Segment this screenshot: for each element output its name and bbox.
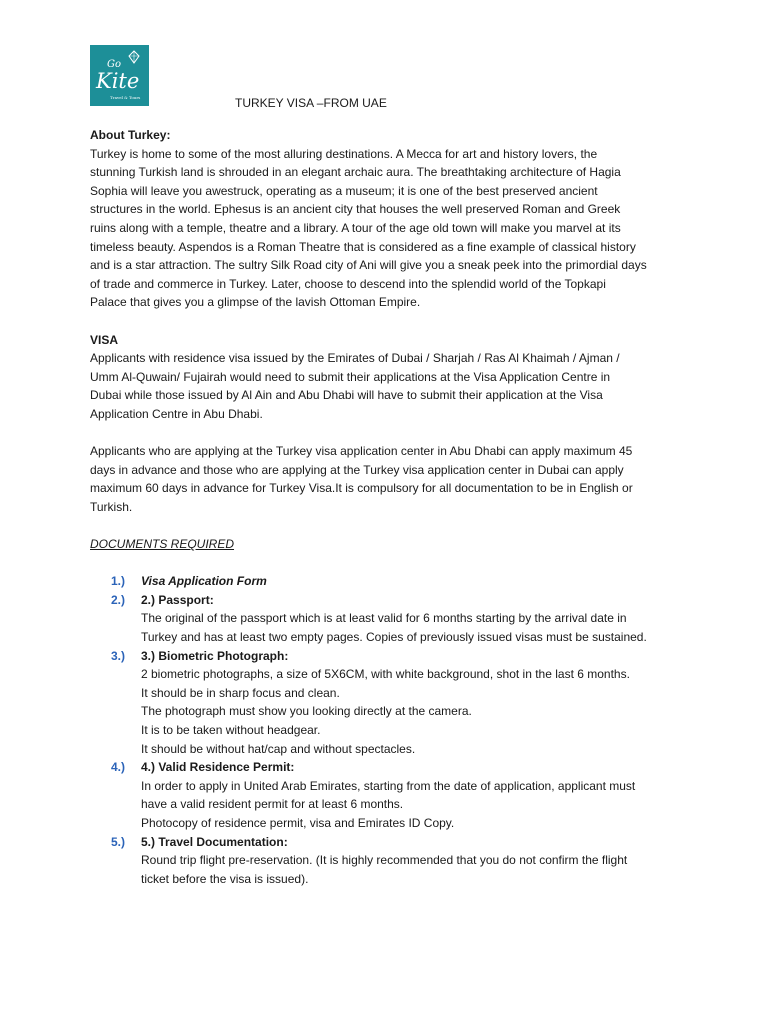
about-line: Turkey is home to some of the most alluring destinations. A Mecca for art and history lovers, the	[90, 146, 598, 161]
visa-line: maximum 60 days in advance for Turkey Visa.It is compulsory for all documentation to be in English or	[90, 481, 633, 496]
about-line: ruins along with a temple, theatre and a library. A tour of the age old town will make you marvel at its	[90, 220, 621, 235]
list-number: 2.)	[111, 592, 126, 607]
list-item-line: 2 biometric photographs, a size of 5X6CM, with white background, shot in the last 6 months.	[141, 667, 630, 682]
visa-line: Turkish.	[90, 499, 133, 514]
visa-line: Application Centre in Abu Dhabi.	[90, 406, 263, 421]
kite-icon	[127, 50, 141, 64]
visa-line: Dubai while those issued by Al Ain and Abu Dhabi will have to submit their application at the Visa	[90, 388, 603, 403]
visa-line: Umm Al-Quwain/ Fujairah would need to submit their applications at the Visa Application Centre in	[90, 369, 611, 384]
list-item	[90, 833, 690, 889]
about-line: and is a star attraction. The sultry Silk Road city of Ani will give you a sneak peek into the primordial days	[90, 258, 647, 273]
visa-line: Applicants who are applying at the Turkey visa application center in Abu Dhabi can apply maximum 45	[90, 444, 633, 459]
visa-paragraph-2	[90, 442, 690, 516]
document-body	[90, 126, 690, 888]
list-item-title: 4.) Valid Residence Permit:	[141, 760, 295, 775]
logo-tagline: Travel & Tours	[110, 95, 141, 100]
visa-heading: VISA	[90, 332, 119, 347]
list-item-line: Photocopy of residence permit, visa and Emirates ID Copy.	[141, 815, 455, 830]
list-item-line: The photograph must show you looking directly at the camera.	[141, 704, 472, 719]
about-line: Sophia will leave you awestruck, operating as a museum; it is one of the best preserved ancient	[90, 183, 598, 198]
list-item-line: It is to be taken without headgear.	[141, 723, 321, 737]
visa-paragraph-1	[90, 349, 690, 423]
list-item-line: have a valid resident permit for at least 6 months.	[141, 797, 404, 812]
about-line: structures in the world. Ephesus is an ancient city that houses the well preserved Roman and Greek	[90, 202, 621, 217]
list-item-title: 5.) Travel Documentation:	[141, 834, 288, 849]
about-paragraph	[90, 145, 690, 312]
list-item	[90, 647, 690, 759]
list-item-title: 2.) Passport:	[141, 592, 214, 607]
about-line: timeless beauty. Aspendos is a Roman Theatre that is considered as a fine example of classical history	[90, 239, 636, 254]
list-item-line: The original of the passport which is at least valid for 6 months starting by the arrival date in	[141, 611, 627, 626]
list-item	[90, 591, 690, 647]
about-line: of trade and commerce in Turkey. Later, choose to descend into the splendid world of the Topkapi	[90, 276, 606, 291]
list-item-line: ticket before the visa is issued).	[141, 871, 309, 886]
list-item-line: It should be in sharp focus and clean.	[141, 685, 340, 700]
visa-line: Applicants with residence visa issued by the Emirates of Dubai / Sharjah / Ras Al Khaimah / Ajman /	[90, 351, 620, 366]
list-item-title: Visa Application Form	[141, 574, 267, 589]
gokite-logo	[90, 45, 149, 106]
list-number: 5.)	[111, 834, 126, 849]
list-item-line: Turkey and has at least two empty pages. Copies of previously issued visas must be sustained.	[141, 630, 647, 645]
list-item	[90, 572, 690, 591]
list-item-line: It should be without hat/cap and without spectacles.	[141, 741, 416, 756]
about-line: stunning Turkish land is shrouded in an elegant archaic aura. The breathtaking architecture of Hagia	[90, 165, 621, 180]
logo-kite-text: Kite	[96, 69, 140, 93]
documents-heading: DOCUMENTS REQUIRED	[90, 537, 235, 552]
about-heading: About Turkey:	[90, 128, 171, 142]
documents-list	[90, 572, 690, 888]
list-item	[90, 758, 690, 832]
list-number: 1.)	[111, 574, 126, 589]
list-item-title: 3.) Biometric Photograph:	[141, 648, 289, 663]
logo-go-text: Go	[107, 59, 122, 70]
list-item-line: In order to apply in United Arab Emirates, starting from the date of application, applicant must	[141, 778, 636, 793]
about-line: Palace that gives you a glimpse of the lavish Ottoman Empire.	[90, 295, 421, 310]
list-number: 4.)	[111, 760, 126, 775]
visa-line: days in advance and those who are applying at the Turkey visa application center in Dubai can apply	[90, 462, 624, 477]
list-item-line: Round trip flight pre-reservation. (It is highly recommended that you do not confirm the flight	[141, 853, 628, 868]
list-number: 3.)	[111, 648, 126, 663]
document-title: TURKEY VISA –FROM UAE	[235, 96, 387, 110]
